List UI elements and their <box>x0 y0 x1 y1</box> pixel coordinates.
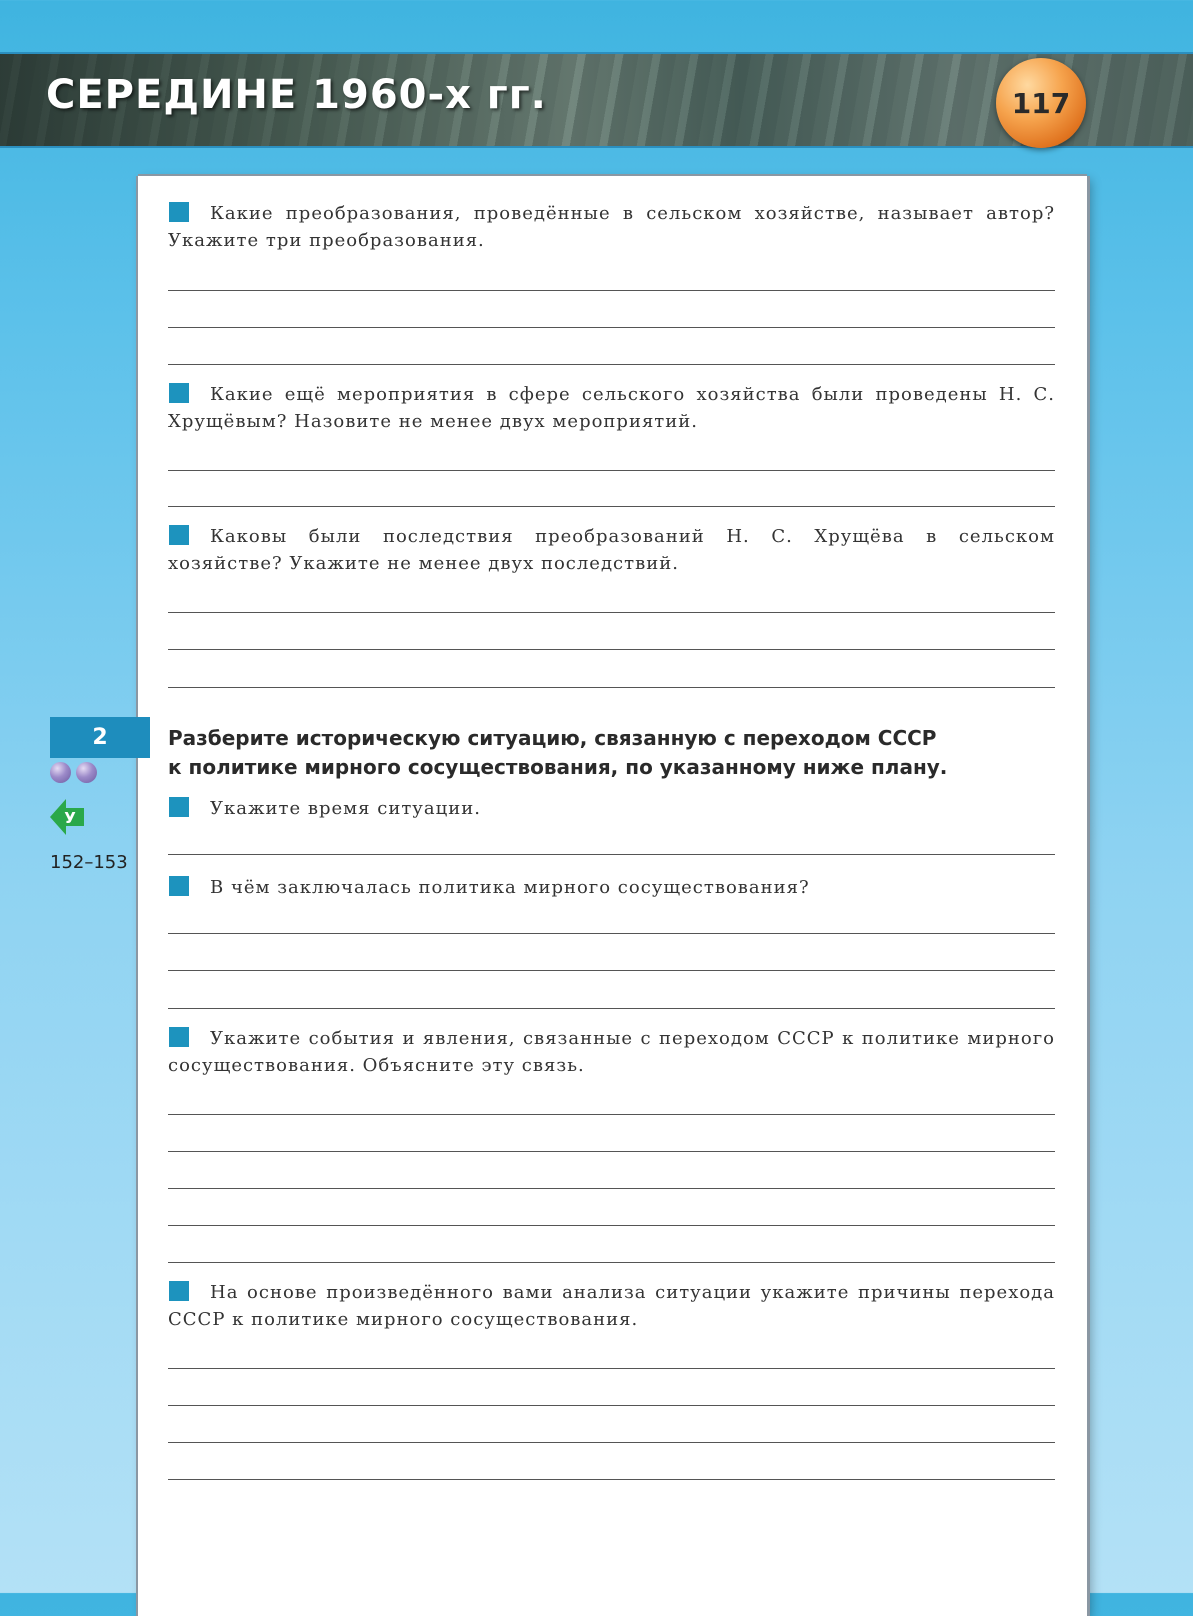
question-3: Каковы были последствия преобразований Н. С. Хрущёва в сельском хозяйстве? Укажите не менее двух последствий. <box>168 526 1055 574</box>
difficulty-dot-icon <box>50 762 71 783</box>
page-number: 117 <box>996 58 1086 148</box>
task-2-question-2: В чём заключалась политика мирного сосуществования? <box>210 877 810 898</box>
question-2: Какие ещё мероприятия в сфере сельского хозяйства были проведены Н. С. Хрущёвым? Назовите не менее двух мероприятий. <box>168 384 1055 432</box>
answer-line[interactable] <box>168 364 1055 365</box>
answer-line[interactable] <box>168 470 1055 471</box>
answer-line[interactable] <box>168 1188 1055 1189</box>
answer-line[interactable] <box>168 854 1055 855</box>
task-number-badge: 2 <box>50 717 150 758</box>
answer-line[interactable] <box>168 1151 1055 1152</box>
answer-line[interactable] <box>168 1008 1055 1009</box>
task-2-heading-line: Разберите историческую ситуацию, связанную с переходом СССР <box>168 726 937 750</box>
answer-line[interactable] <box>168 1368 1055 1369</box>
answer-line[interactable] <box>168 1442 1055 1443</box>
answer-line[interactable] <box>168 1405 1055 1406</box>
task-2-heading <box>168 724 1048 782</box>
answer-line[interactable] <box>168 290 1055 291</box>
answer-line[interactable] <box>168 1262 1055 1263</box>
question-1: Какие преобразования, проведённые в сельском хозяйстве, называет автор? Укажите три преобразования. <box>168 203 1055 251</box>
chapter-title: СЕРЕДИНЕ 1960-х гг. <box>46 72 547 118</box>
task-2-question-1: Укажите время ситуации. <box>210 798 481 819</box>
answer-line[interactable] <box>168 506 1055 507</box>
task-2-heading-line: к политике мирного сосуществования, по указанному ниже плану. <box>168 755 948 779</box>
answer-line[interactable] <box>168 1479 1055 1480</box>
answer-line[interactable] <box>168 933 1055 934</box>
svg-text:У: У <box>64 809 76 827</box>
task-2-question-4: На основе произведённого вами анализа ситуации укажите причины перехода СССР к политике мирного сосуществования. <box>168 1282 1055 1330</box>
answer-line[interactable] <box>168 1225 1055 1226</box>
arrow-y-icon <box>48 797 86 837</box>
textbook-pages-ref: 152–153 <box>50 852 128 873</box>
answer-line[interactable] <box>168 970 1055 971</box>
task-2-question-3: Укажите события и явления, связанные с переходом СССР к политике мирного сосуществования. Объясните эту связь. <box>168 1028 1055 1076</box>
answer-line[interactable] <box>168 687 1055 688</box>
answer-line[interactable] <box>168 612 1055 613</box>
answer-line[interactable] <box>168 649 1055 650</box>
difficulty-dot-icon <box>76 762 97 783</box>
answer-line[interactable] <box>168 1114 1055 1115</box>
answer-line[interactable] <box>168 327 1055 328</box>
